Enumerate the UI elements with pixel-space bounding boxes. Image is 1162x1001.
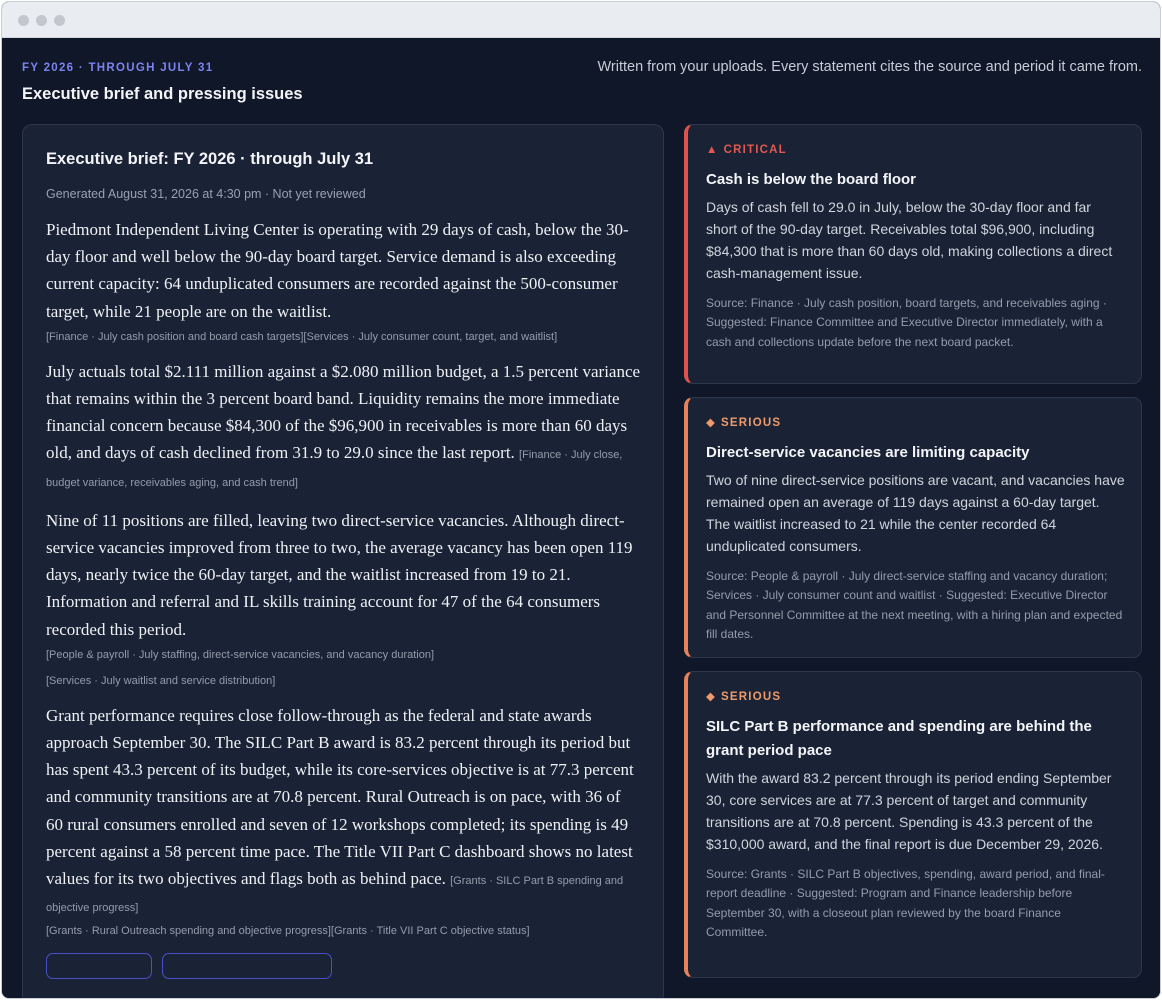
source-citation[interactable]: [Finance · July close, budget variance, receivables aging, and cash trend] bbox=[46, 449, 623, 489]
brief-action-button[interactable] bbox=[46, 953, 152, 979]
brief-paragraph: Nine of 11 positions are filled, leaving two direct-service vacancies. Although direct-service vacancies improved from three to two, the average vacancy has been open 119 days, nearly twice the 60-day target, and the waitlist increased from 19 to 21. Information and referral and IL skills training account for 47 of the 64 consumers recorded this period. bbox=[46, 510, 633, 639]
issue-body: Days of cash fell to 29.0 in July, below the 30-day floor and far short of the 90-day target. Receivables total $96,900, including $84,300 that is more than 60 days old, making collections a direct cash-management issue. bbox=[706, 199, 1113, 281]
brief-paragraph-text: July actuals total $2.111 million against a $2.080 million budget, a 1.5 percent variance that remains within the 3 percent board band. Liquidity remains the more immediate financial concern because $84,300 of the $96,900 in receivables is more than 60 days old, and days of cash declined from 31.9 to 29.0 since the last report. bbox=[46, 361, 641, 463]
window-minimize-dot-icon[interactable] bbox=[36, 15, 47, 26]
window-zoom-dot-icon[interactable] bbox=[54, 15, 65, 26]
severity-label: SERIOUS bbox=[721, 691, 782, 703]
issue-card-serious[interactable] bbox=[684, 671, 1142, 978]
issue-body: Two of nine direct-service positions are vacant, and vacancies have remained open an average of 119 days against a 60-day target. The waitlist increased to 21 while the center recorded 64 unduplicated consumers. bbox=[706, 472, 1125, 554]
executive-brief-card bbox=[22, 124, 664, 999]
source-citation[interactable]: [Grants · SILC Part B spending and objective progress] bbox=[46, 875, 624, 915]
issue-title: Cash is below the board floor bbox=[706, 171, 917, 188]
severity-badge bbox=[706, 143, 1125, 157]
issue-title: SILC Part B performance and spending are behind the grant period pace bbox=[706, 718, 1092, 759]
severity-label: SERIOUS bbox=[721, 417, 782, 429]
issue-source: Source: People & payroll · July direct-service staffing and vacancy duration; Services · July consumer count and waitlist · Suggested: Executive Director and Personnel Committee at the next meeting, with a hiring plan and expected fill dates. bbox=[706, 569, 1123, 641]
page-title: Executive brief and pressing issues bbox=[22, 85, 303, 103]
source-citation[interactable]: [Services · July waitlist and service distribution] bbox=[46, 674, 276, 687]
warning-triangle-icon: ▲ bbox=[706, 144, 719, 156]
brief-section-cash bbox=[46, 216, 641, 345]
source-citation[interactable]: [People & payroll · July staffing, direct-service vacancies, and vacancy duration] bbox=[46, 648, 435, 661]
diamond-icon: ◆ bbox=[706, 691, 717, 703]
brief-title: Executive brief: FY 2026 · through July 31 bbox=[46, 150, 374, 168]
issue-title: Direct-service vacancies are limiting capacity bbox=[706, 444, 1030, 461]
brief-section-staffing bbox=[46, 507, 641, 689]
window-titlebar bbox=[2, 2, 1160, 38]
window-close-dot-icon[interactable] bbox=[18, 15, 29, 26]
severity-badge bbox=[706, 690, 1125, 704]
brief-section-finance bbox=[46, 358, 641, 494]
diamond-icon: ◆ bbox=[706, 417, 717, 429]
issue-source: Source: Finance · July cash position, board targets, and receivables aging · Suggested: Finance Committee and Executive Director immediately, with a cash and collections update before the next board packet. bbox=[706, 296, 1107, 349]
page-content bbox=[2, 38, 1161, 999]
page-tagline: Written from your uploads. Every statement cites the source and period it came from. bbox=[597, 59, 1142, 75]
brief-section-grants bbox=[46, 702, 641, 940]
severity-badge bbox=[706, 416, 1125, 430]
issue-body: With the award 83.2 percent through its period ending September 30, core services are at 77.3 percent of target and community transitions are at 70.8 percent. Spending is 43.3 percent of the $310,000 award, and the final report is due December 29, 2026. bbox=[706, 770, 1112, 852]
source-citation[interactable]: [Finance · July cash position and board cash targets][Services · July consumer count, target, and waitlist] bbox=[46, 330, 558, 343]
brief-actions bbox=[46, 953, 641, 979]
brief-paragraph bbox=[46, 702, 641, 920]
issue-card-serious[interactable] bbox=[684, 397, 1142, 658]
period-eyebrow: FY 2026 · THROUGH JULY 31 bbox=[22, 62, 214, 74]
issue-card-critical[interactable] bbox=[684, 124, 1142, 384]
issue-source: Source: Grants · SILC Part B objectives, spending, award period, and final-report deadline · Suggested: Program and Finance leadership before September 30, with a closeout plan reviewed by the board Finance Committee. bbox=[706, 867, 1105, 939]
brief-generated-meta: Generated August 31, 2026 at 4:30 pm · Not yet reviewed bbox=[46, 187, 366, 201]
brief-action-button[interactable] bbox=[162, 953, 332, 979]
severity-label: CRITICAL bbox=[723, 144, 787, 156]
source-citation[interactable]: [Grants · Rural Outreach spending and objective progress][Grants · Title VII Part C objective status] bbox=[46, 925, 530, 938]
brief-paragraph: Piedmont Independent Living Center is operating with 29 days of cash, below the 30-day floor and well below the 90-day board target. Service demand is also exceeding current capacity: 64 unduplicated consumers are recorded against the 500-consumer target, while 21 people are on the waitlist. bbox=[46, 220, 629, 321]
brief-paragraph-text: Grant performance requires close follow-through as the federal and state awards approach September 30. The SILC Part B award is 83.2 percent through its period but has spent 43.3 percent of its budget, while its core-services objective is at 77.3 percent and community transitions are at 70.8 percent. Rural Outreach is on pace, with 36 of 60 rural consumers enrolled and seven of 12 workshops completed; its spending is 49 percent against a 58 percent time pace. The Title VII Part C dashboard shows no latest values for its two objectives and flags both as behind pace. bbox=[46, 705, 634, 889]
brief-paragraph bbox=[46, 358, 641, 494]
app-window bbox=[1, 1, 1161, 999]
